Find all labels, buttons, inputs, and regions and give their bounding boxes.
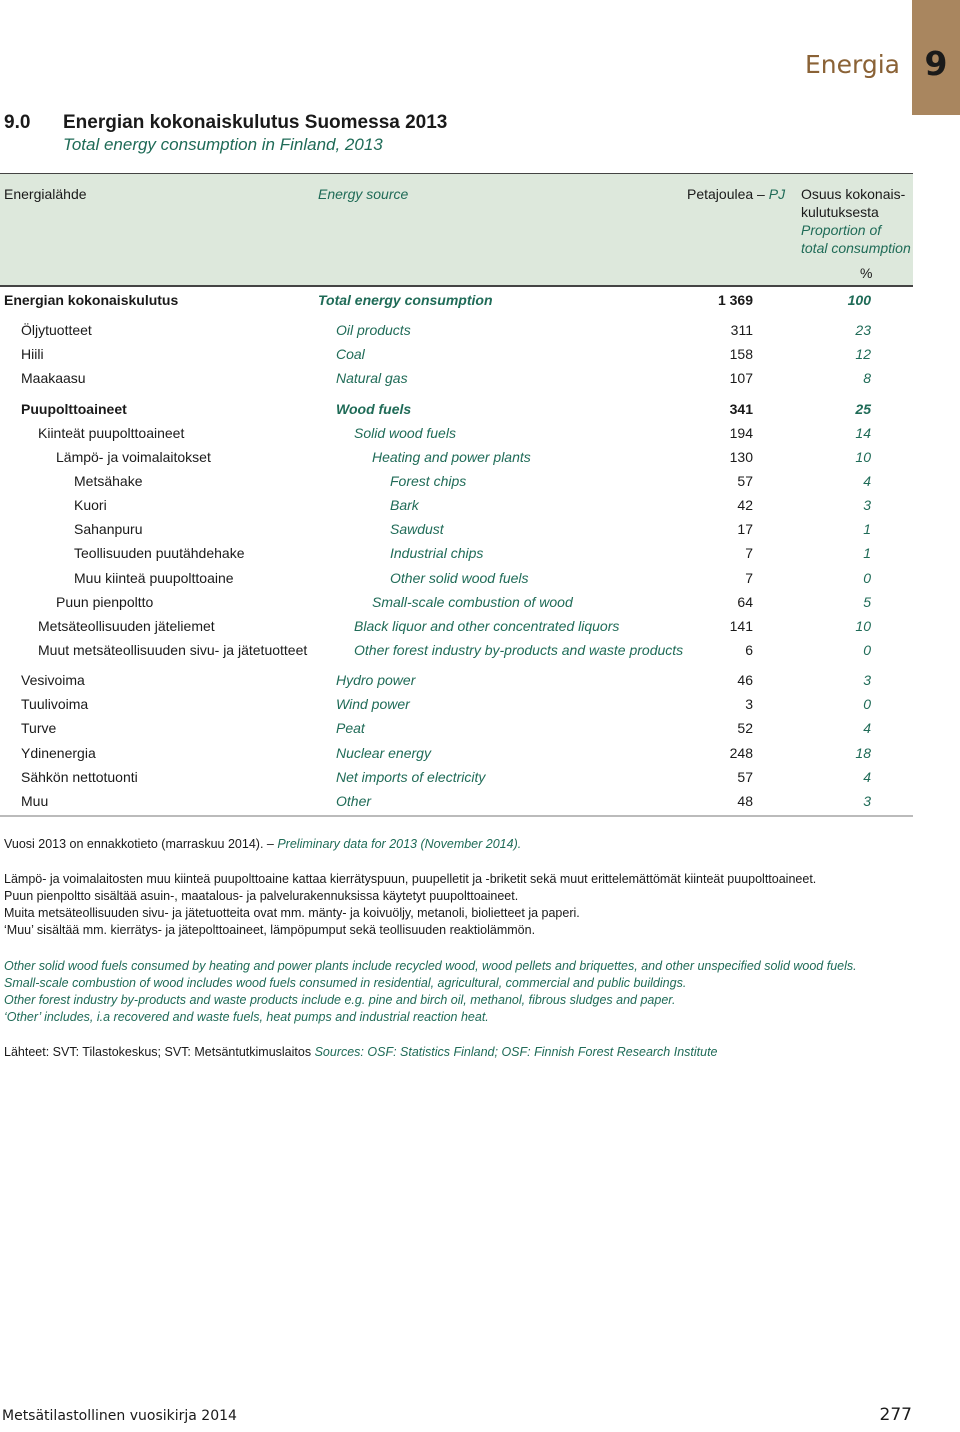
cell-source-fi: Öljytuotteet: [21, 322, 92, 338]
header-source-fi: Energialähde: [4, 186, 87, 202]
table-bottom-rule: [0, 815, 913, 817]
cell-source-en: Total energy consumption: [318, 292, 493, 308]
cell-petajoules: 6: [745, 642, 753, 658]
page-number: 277: [879, 1405, 912, 1425]
header-share-en-2: total consumption: [801, 240, 911, 256]
cell-percent: 4: [863, 473, 871, 489]
cell-percent: 4: [863, 720, 871, 736]
cell-source-fi: Turve: [21, 720, 57, 736]
table-row: [0, 745, 913, 767]
table-row: [0, 594, 913, 616]
cell-source-fi: Teollisuuden puutähdehake: [74, 545, 245, 561]
header-share-fi-2: kulutuksesta: [801, 204, 879, 220]
cell-petajoules: 3: [745, 696, 753, 712]
cell-source-en: Industrial chips: [390, 545, 484, 561]
cell-source-en: Other: [336, 793, 372, 809]
cell-source-fi: Vesivoima: [21, 672, 85, 688]
cell-source-fi: Metsäteollisuuden jäteliemet: [38, 618, 215, 634]
cell-percent: 10: [855, 449, 871, 465]
note-preliminary-fi: Vuosi 2013 on ennakkotieto (marraskuu 2014).: [4, 837, 264, 851]
cell-petajoules: 46: [737, 672, 753, 688]
sources-en: Sources: OSF: Statistics Finland; OSF: Finnish Forest Research Institute: [314, 1045, 718, 1059]
cell-percent: 3: [863, 672, 871, 688]
cell-source-fi: Lämpö- ja voimalaitokset: [56, 449, 211, 465]
cell-source-en: Forest chips: [390, 473, 467, 489]
cell-percent: 18: [855, 745, 871, 761]
cell-petajoules: 141: [729, 618, 753, 634]
header-share-en-1: Proportion of: [801, 222, 882, 238]
cell-petajoules: 64: [737, 594, 753, 610]
cell-source-en: Other solid wood fuels: [390, 570, 529, 586]
cell-petajoules: 57: [737, 769, 753, 785]
note-fi-1: Lämpö- ja voimalaitosten muu kiinteä puupolttoaine kattaa kierrätyspuun, puupelletit ja -briketit sekä muut erittelemättömät kiinteät puupolttoaineet.: [4, 872, 817, 886]
cell-source-en: Natural gas: [336, 370, 408, 386]
table-row: [0, 642, 913, 664]
cell-petajoules: 57: [737, 473, 753, 489]
header-pj-fi: Petajoulea –: [687, 186, 765, 202]
cell-percent: 3: [863, 793, 871, 809]
cell-percent: 5: [863, 594, 871, 610]
table-header: [0, 173, 913, 287]
cell-petajoules: 7: [745, 570, 753, 586]
cell-petajoules: 158: [729, 346, 753, 362]
note-fi-4: ‘Muu’ sisältää mm. kierrätys- ja jätepolttoaineet, lämpöpumput sekä teollisuuden reaktiolämmön.: [4, 923, 536, 937]
table-row: [0, 346, 913, 368]
title-english: Total energy consumption in Finland, 2013: [63, 135, 383, 154]
cell-petajoules: 48: [737, 793, 753, 809]
cell-percent: 25: [855, 401, 871, 417]
cell-petajoules: 7: [745, 545, 753, 561]
cell-petajoules: 248: [729, 745, 753, 761]
cell-source-fi: Muu kiinteä puupolttoaine: [74, 570, 234, 586]
cell-petajoules: 341: [729, 401, 753, 417]
cell-source-fi: Kuori: [74, 497, 107, 513]
cell-source-fi: Sähkön nettotuonti: [21, 769, 138, 785]
table-row: [0, 672, 913, 694]
cell-source-en: Oil products: [336, 322, 411, 338]
cell-source-en: Wind power: [336, 696, 410, 712]
cell-source-en: Peat: [336, 720, 365, 736]
table-row: [0, 570, 913, 592]
table-row: [0, 696, 913, 718]
chapter-tab: [912, 0, 960, 115]
table-row: [0, 401, 913, 423]
cell-petajoules: 52: [737, 720, 753, 736]
cell-source-fi: Maakaasu: [21, 370, 86, 386]
cell-source-en: Other forest industry by-products and waste products: [354, 642, 684, 658]
cell-source-en: Nuclear energy: [336, 745, 431, 761]
cell-percent: 1: [863, 521, 871, 537]
chapter-number: 9: [924, 44, 948, 83]
note-en-3: Other forest industry by-products and waste products include e.g. pine and birch oil, methanol, fibrous sludges and paper.: [4, 993, 676, 1007]
table-row: [0, 473, 913, 495]
cell-percent: 4: [863, 769, 871, 785]
note-preliminary-en: Preliminary data for 2013 (November 2014).: [277, 837, 522, 851]
cell-percent: 0: [863, 570, 871, 586]
note-preliminary: Vuosi 2013 on ennakkotieto (marraskuu 2014). – Preliminary data for 2013 (November 2014).: [4, 837, 522, 851]
cell-petajoules: 42: [737, 497, 753, 513]
cell-source-fi: Tuulivoima: [21, 696, 89, 712]
cell-percent: 23: [855, 322, 871, 338]
table-row: [0, 322, 913, 344]
header-source-en: Energy source: [318, 186, 409, 202]
cell-source-fi: Muu: [21, 793, 49, 809]
table-row: [0, 769, 913, 791]
cell-source-fi: Kiinteät puupolttoaineet: [38, 425, 185, 441]
table-row: [0, 793, 913, 815]
cell-source-en: Coal: [336, 346, 365, 362]
cell-source-en: Black liquor and other concentrated liquors: [354, 618, 620, 634]
header-percent: %: [860, 265, 873, 281]
cell-petajoules: 311: [730, 322, 753, 338]
cell-source-en: Heating and power plants: [372, 449, 531, 465]
note-en-1: Other solid wood fuels consumed by heating and power plants include recycled wood, wood pellets and briquettes, and other unspecified solid wood fuels.: [4, 959, 857, 973]
cell-source-fi: Metsähake: [74, 473, 143, 489]
note-fi-2: Puun pienpoltto sisältää asuin-, maatalous- ja palvelurakennuksissa käytetyt puupolttoaineet.: [4, 889, 519, 903]
header-petajoules: [687, 186, 785, 202]
cell-source-fi: Muut metsäteollisuuden sivu- ja jätetuotteet: [38, 642, 308, 658]
cell-source-fi: Sahanpuru: [74, 521, 143, 537]
cell-source-en: Wood fuels: [336, 401, 412, 417]
note-sources: [4, 1045, 718, 1059]
cell-percent: 100: [847, 292, 871, 308]
cell-petajoules: 130: [729, 449, 753, 465]
cell-source-en: Sawdust: [390, 521, 444, 537]
table-row: [0, 449, 913, 471]
table-row: [0, 720, 913, 742]
cell-petajoules: 194: [729, 425, 753, 441]
table-row: [0, 370, 913, 392]
sources-fi: Lähteet: SVT: Tilastokeskus; SVT: Metsäntutkimuslaitos: [4, 1045, 312, 1059]
cell-percent: 3: [863, 497, 871, 513]
cell-percent: 8: [863, 370, 871, 386]
cell-percent: 14: [855, 425, 871, 441]
cell-percent: 0: [863, 696, 871, 712]
chapter-label: Energia: [805, 50, 900, 79]
title-finnish: Energian kokonaiskulutus Suomessa 2013: [63, 112, 448, 133]
cell-percent: 12: [855, 346, 871, 362]
cell-source-fi: Ydinenergia: [21, 745, 96, 761]
cell-percent: 10: [855, 618, 871, 634]
table-number: 9.0: [4, 112, 31, 133]
cell-source-fi: Puupolttoaineet: [21, 401, 127, 417]
table-row: [0, 521, 913, 543]
cell-source-en: Bark: [390, 497, 419, 513]
cell-percent: 1: [863, 545, 871, 561]
cell-source-fi: Energian kokonaiskulutus: [4, 292, 179, 308]
table-row: [0, 545, 913, 567]
cell-source-en: Solid wood fuels: [354, 425, 456, 441]
cell-source-en: Hydro power: [336, 672, 416, 688]
header-pj-en: PJ: [768, 186, 786, 202]
table-row: [0, 292, 913, 314]
note-en-4: ‘Other’ includes, i.a recovered and waste fuels, heat pumps and industrial reaction heat.: [4, 1010, 489, 1024]
cell-source-en: Net imports of electricity: [336, 769, 486, 785]
cell-petajoules: 1 369: [717, 292, 753, 308]
cell-petajoules: 107: [729, 370, 753, 386]
table-row: [0, 618, 913, 640]
note-fi-3: Muita metsäteollisuuden sivu- ja jätetuotteita ovat mm. mänty- ja koivuöljy, metanoli, biolietteet ja paperi.: [4, 906, 580, 920]
cell-percent: 0: [863, 642, 871, 658]
cell-source-fi: Hiili: [21, 346, 44, 362]
cell-source-en: Small-scale combustion of wood: [372, 594, 573, 610]
table-row: [0, 497, 913, 519]
header-share-fi-1: Osuus kokonais-: [801, 186, 906, 202]
note-en-2: Small-scale combustion of wood includes wood fuels consumed in residential, agricultural, commercial and public buildings.: [4, 976, 687, 990]
publication-title: Metsätilastollinen vuosikirja 2014: [2, 1408, 237, 1424]
cell-petajoules: 17: [737, 521, 753, 537]
cell-source-fi: Puun pienpoltto: [56, 594, 154, 610]
table-row: [0, 425, 913, 447]
